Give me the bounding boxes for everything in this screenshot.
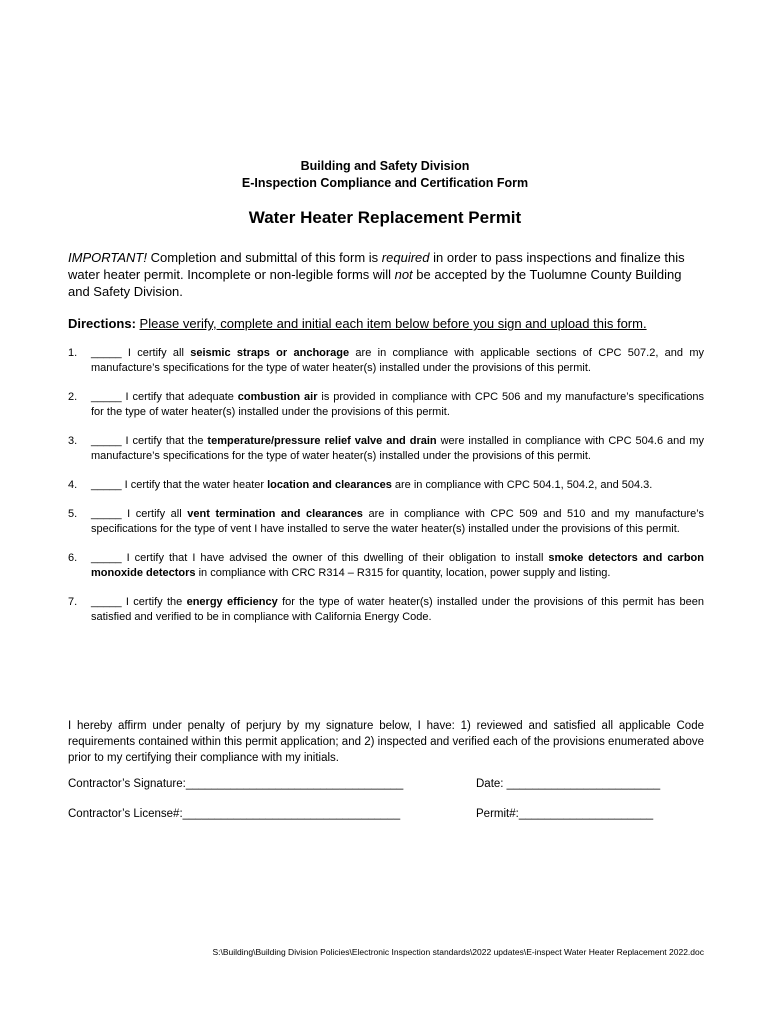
certification-item: 4. _____ I certify that the water heater location and clearances are in compliance with CPC 504.1, 504.2, and 504.3. [68,479,653,491]
affirmation-text: I hereby affirm under penalty of perjury by my signature below, I have: 1) reviewed and satisfied all applicable Code requirements contained within this permit application; and 2) inspected and verified each of the provisions enumerated above prior to my certifying their compliance with my initials. [68,720,704,764]
page-title: Water Heater Replacement Permit [248,208,522,227]
certification-item: 2. _____ I certify that adequate combustion air is provided in compliance with CPC 506 and my manufacture’s specifications for the type of water heater(s) installed under the provisions of this permit. [68,391,704,418]
certification-item: 1. _____ I certify all seismic straps or anchorage are in compliance with applicable sections of CPC 507.2, and my manufacture’s specifications for the type of water heater(s) installed under the provisions of this permit. [68,347,704,374]
certification-item: 5. _____ I certify all vent termination and clearances are in compliance with CPC 509 and 510 and my manufacture’s specifications for the type of vent I have installed to serve the water heater(s) installed under the provisions of this permit. [68,508,705,535]
license-field[interactable]: Contractor’s License#:__________________________________ [68,808,401,820]
file-path-footer: S:\Building\Building Division Policies\Electronic Inspection standards\2022 updates\E-inspect Water Heater Replacement 2022.doc [212,947,704,957]
form-name: E-Inspection Compliance and Certification Form [241,176,529,190]
certification-item: 3. _____ I certify that the temperature/pressure relief valve and drain were installed in compliance with CPC 504.6 and my manufacture’s specifications for the type of water heater(s) installed under the provisions of this permit. [68,435,704,462]
form-header [0,158,770,192]
division-name: Building and Safety Division [300,159,470,173]
directions-label: Directions: [68,316,136,331]
certification-item: 6. _____ I certify that I have advised the owner of this dwelling of their obligation to install smoke detectors and carbon monoxide detectors in compliance with CRC R314 – R315 for quantity, location, power supply and listing. [68,552,704,579]
signature-field[interactable]: Contractor’s Signature:__________________________________ [68,778,404,790]
important-lead: IMPORTANT! [68,250,147,265]
certification-list [68,346,704,625]
permit-field[interactable]: Permit#:_____________________ [476,808,654,820]
date-field[interactable]: Date: ________________________ [476,778,661,790]
directions-text: Please verify, complete and initial each item below before you sign and upload this form. [139,316,647,331]
important-notice: IMPORTANT! Completion and submittal of this form is required in order to pass inspections and finalize this water heater permit. Incomplete or non-legible forms will not be accepted by the Tuolumne County Building and Safety Division. [68,250,685,299]
directions [68,315,704,332]
certification-item: 7. _____ I certify the energy efficiency for the type of water heater(s) installed under the provisions of this permit has been satisfied and verified to be in compliance with California Energy Code. [68,596,705,623]
